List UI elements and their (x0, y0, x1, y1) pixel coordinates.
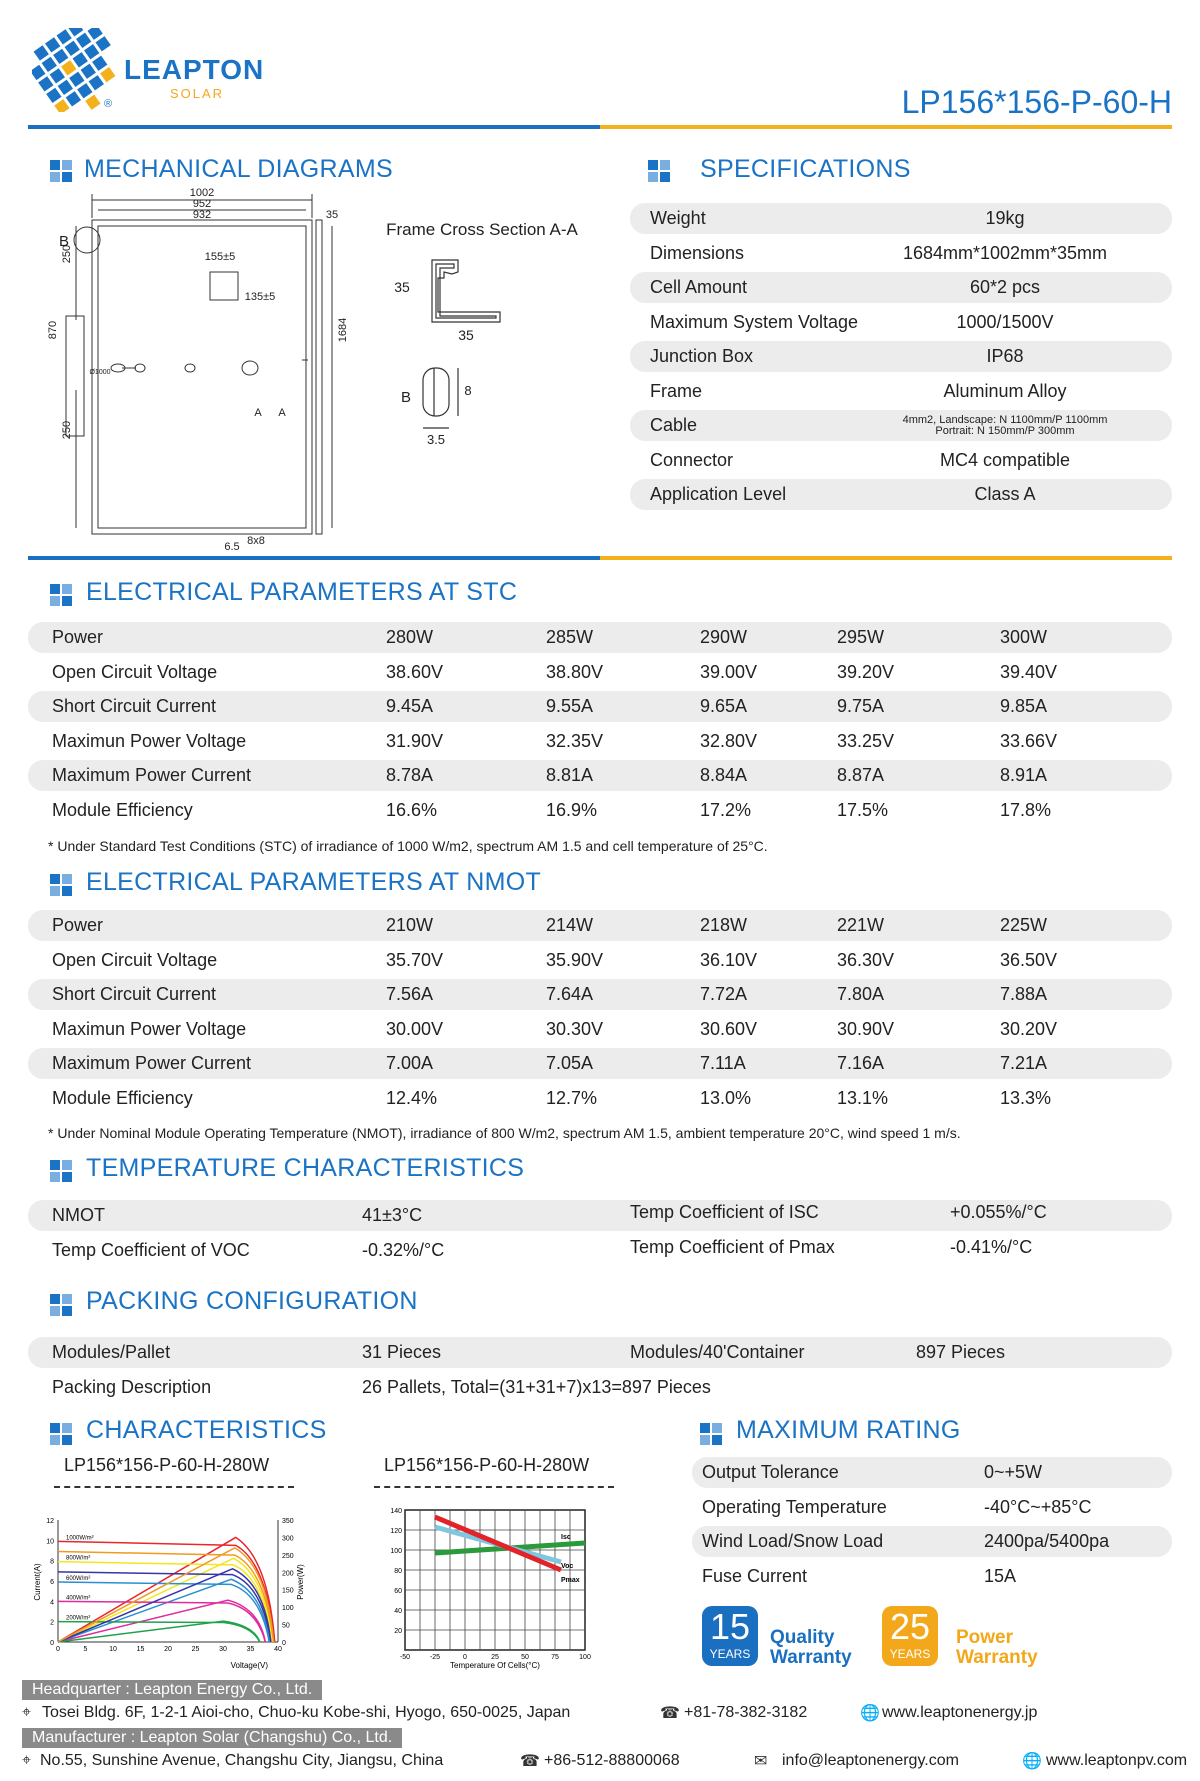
x-tick-label: 100 (579, 1654, 591, 1661)
nmot-row (28, 910, 1172, 941)
quality-label-2: Warranty (770, 1647, 852, 1668)
stc-value: 39.40V (1000, 661, 1058, 682)
x-tick-label: 40 (274, 1646, 282, 1653)
chart2-title: LP156*156-P-60-H-280W (384, 1455, 590, 1475)
stc-value: 9.65A (700, 696, 748, 716)
power-curve-series (58, 1579, 269, 1642)
power-years-number: 25 (889, 1606, 931, 1647)
y-tick-label: 2 (50, 1619, 54, 1627)
nmot-value: 12.7% (546, 1087, 598, 1108)
x-tick-label: 0 (463, 1654, 467, 1661)
nmot-value: 30.30V (546, 1018, 604, 1039)
model-title: LP156*156-P-60-H (901, 84, 1172, 120)
spec-label: Application Level (650, 484, 787, 504)
packing-pallet-value: 31 Pieces (362, 1342, 442, 1362)
nmot-value: 214W (546, 915, 594, 935)
spec-row (630, 238, 1172, 269)
max-rating-value: 2400pa/5400pa (984, 1531, 1110, 1551)
y-tick-label: 20 (394, 1628, 402, 1635)
packing-row-2 (28, 1372, 1172, 1403)
stc-value: 8.84A (700, 765, 748, 785)
nmot-title: ELECTRICAL PARAMETERS AT NMOT (86, 868, 542, 896)
packing-title: PACKING CONFIGURATION (86, 1287, 418, 1315)
max-rating-row (692, 1561, 1172, 1592)
legend-entry: 1000W/m² (66, 1535, 94, 1542)
stc-param-label: Module Efficiency (52, 799, 193, 820)
dim-135: 135±5 (244, 291, 276, 303)
dim-250-top: 250 (61, 244, 73, 264)
quality-years-number: 15 (709, 1606, 751, 1647)
max-rating-row (692, 1492, 1172, 1523)
spec-label: Junction Box (650, 346, 754, 366)
dim-250-bottom: 250 (61, 420, 73, 440)
stc-param-label: Short Circuit Current (52, 696, 217, 716)
nmot-value: 30.00V (386, 1018, 444, 1039)
stc-param-label: Open Circuit Voltage (52, 661, 218, 682)
b-dim-3-5: 3.5 (426, 432, 446, 447)
stc-value: 9.85A (1000, 696, 1048, 716)
chart1-title: LP156*156-P-60-H-280W (64, 1455, 270, 1475)
chart2-dashes (374, 1486, 614, 1488)
spec-label: Cable (650, 415, 698, 435)
nmot-value: 7.00A (386, 1053, 434, 1073)
nmot-value: 35.90V (546, 949, 604, 970)
header-divider (28, 125, 1172, 129)
nmot-value: 36.50V (1000, 949, 1058, 970)
stc-value: 17.8% (1000, 799, 1052, 820)
nmot-value: 30.90V (837, 1018, 895, 1039)
dim-hole: Ø1000 (89, 369, 111, 376)
nmot-value: 30.20V (1000, 1018, 1058, 1039)
temperature-label: NMOT (52, 1205, 105, 1225)
x-tick-label: 25 (191, 1646, 200, 1653)
hq-label: Headquarter : Leapton Energy Co., Ltd. (22, 1680, 322, 1700)
packing-container-label: Modules/40'Container (630, 1342, 805, 1362)
stc-row (28, 657, 1172, 688)
brand-sub: SOLAR (170, 86, 225, 101)
label-a2: A (278, 407, 286, 419)
stc-row (28, 795, 1172, 826)
y2-axis-label: Power(W) (296, 1564, 305, 1600)
nmot-note: * Under Nominal Module Operating Temperature (NMOT), irradiance of 800 W/m2, spectrum AM 1.5, ambient temperature 20°C, wind speed 1 m/s. (48, 1125, 961, 1141)
packing-container-value: 897 Pieces (916, 1342, 1006, 1362)
nmot-row (28, 1083, 1172, 1114)
iv-curve-chart (28, 1510, 318, 1670)
nmot-value: 221W (837, 915, 885, 935)
spec-row (630, 341, 1172, 372)
stc-value: 300W (1000, 627, 1048, 647)
mf-address: No.55, Sunshine Avenue, Changshu City, Jiangsu, China (40, 1752, 444, 1769)
y-tick-label: 100 (390, 1548, 402, 1555)
spec-label: Connector (650, 449, 734, 470)
stc-value: 8.78A (386, 765, 434, 785)
nmot-param-label: Module Efficiency (52, 1087, 193, 1108)
y2-tick-label: 150 (282, 1587, 294, 1595)
spec-value: 60*2 pcs (969, 277, 1041, 297)
frame-section-title: Frame Cross Section A-A (386, 220, 578, 239)
nmot-row (28, 979, 1172, 1010)
y-tick-label: 80 (394, 1568, 402, 1575)
spec-row (630, 479, 1172, 510)
stc-value: 32.80V (700, 730, 758, 751)
dim-1002: 1002 (189, 187, 215, 199)
temperature-chart (375, 1500, 605, 1670)
series-label: Pmax (561, 1577, 580, 1584)
frame-dim-35-v: 35 (394, 279, 410, 295)
spec-value-2: Portrait: N 150mm/P 300mm (935, 425, 1075, 437)
x-tick-label: -50 (399, 1654, 411, 1661)
b-label: B (400, 389, 412, 406)
nmot-value: 7.80A (837, 984, 885, 1004)
temperature-value: 41±3°C (362, 1205, 423, 1225)
dim-1684: 1684 (337, 317, 349, 343)
spec-row (630, 410, 1172, 441)
dim-932: 932 (192, 209, 212, 221)
temperature-label: Temp Coefficient of VOC (52, 1239, 250, 1260)
spec-row (630, 272, 1172, 303)
mf-web[interactable]: www.leaptonpv.com (1046, 1752, 1188, 1769)
stc-value: 9.55A (546, 696, 594, 716)
nmot-value: 36.10V (700, 949, 758, 970)
location-pin-icon: ⌖ (22, 1752, 32, 1769)
stc-value: 280W (386, 627, 434, 647)
x-tick-label: 50 (521, 1654, 529, 1661)
section-square-icon (50, 160, 72, 182)
section-square-icon (700, 1423, 722, 1445)
power-label-2: Warranty (956, 1647, 1038, 1668)
temperature-title: TEMPERATURE CHARACTERISTICS (86, 1154, 525, 1182)
stc-value: 39.00V (700, 661, 758, 682)
max-rating-title: MAXIMUM RATING (736, 1416, 961, 1444)
nmot-value: 7.11A (700, 1053, 746, 1073)
x-tick-label: -25 (429, 1654, 441, 1661)
stc-row (28, 622, 1172, 653)
quality-years-label: YEARS (709, 1647, 751, 1661)
legend-entry: 600W/m² (66, 1576, 91, 1583)
dim-952: 952 (192, 198, 212, 210)
registered-mark: ® (104, 98, 113, 110)
y-tick-label: 120 (390, 1528, 402, 1535)
temperature-label: Temp Coefficient of ISC (630, 1202, 819, 1222)
max-rating-value: 0~+5W (984, 1462, 1043, 1482)
dim-6-5: 6.5 (224, 541, 240, 553)
quality-warranty-badge (702, 1606, 758, 1666)
y-tick-label: 4 (50, 1599, 54, 1607)
x-tick-label: 30 (219, 1646, 227, 1653)
power-label-1: Power (956, 1627, 1014, 1648)
y2-tick-label: 200 (282, 1570, 294, 1578)
x-tick-label: 20 (164, 1646, 172, 1653)
mid-divider (28, 556, 1172, 560)
temperature-value: +0.055%/°C (950, 1202, 1047, 1222)
nmot-value: 7.56A (386, 984, 434, 1004)
stc-value: 295W (837, 627, 885, 647)
temperature-row (28, 1235, 1172, 1266)
stc-value: 38.80V (546, 661, 604, 682)
packing-pallet-label: Modules/Pallet (52, 1342, 171, 1362)
section-square-icon (50, 1160, 72, 1182)
stc-value: 33.25V (837, 730, 895, 751)
y2-tick-label: 350 (282, 1518, 294, 1525)
frame-dim-35-h: 35 (458, 327, 474, 343)
mechanical-drawing (40, 180, 600, 555)
spec-value: 1684mm*1002mm*35mm (902, 242, 1108, 263)
stc-value: 17.2% (700, 799, 752, 820)
stc-value: 290W (700, 627, 748, 647)
nmot-value: 210W (386, 915, 434, 935)
section-square-icon (50, 1294, 72, 1316)
stc-value: 8.87A (837, 765, 885, 785)
stc-title: ELECTRICAL PARAMETERS AT STC (86, 578, 518, 606)
nmot-value: 35.70V (386, 949, 444, 970)
power-warranty-badge (882, 1606, 938, 1666)
nmot-value: 7.72A (700, 984, 748, 1004)
nmot-param-label: Maximum Power Current (52, 1053, 252, 1073)
y2-tick-label: 50 (282, 1622, 290, 1630)
b-dim-8: 8 (464, 383, 472, 398)
y-tick-label: 10 (46, 1538, 54, 1546)
stc-value: 33.66V (1000, 730, 1058, 751)
spec-label: Frame (650, 380, 703, 401)
nmot-value: 225W (1000, 915, 1048, 935)
mechanical-title: MECHANICAL DIAGRAMS (84, 155, 393, 183)
spec-row (630, 376, 1172, 407)
nmot-param-label: Maximun Power Voltage (52, 1018, 247, 1039)
max-rating-value: -40°C~+85°C (984, 1496, 1092, 1517)
nmot-value: 13.3% (1000, 1087, 1052, 1108)
y2-tick-label: 250 (282, 1552, 294, 1560)
nmot-value: 7.88A (1000, 984, 1048, 1004)
power-years-label: YEARS (889, 1647, 931, 1661)
max-rating-label: Output Tolerance (702, 1462, 839, 1482)
packing-desc-label: Packing Description (52, 1377, 212, 1397)
y2-tick-label: 300 (282, 1535, 294, 1543)
spec-value: 4mm2, Landscape: N 1100mm/P 1100mm (902, 414, 1108, 426)
email-icon: ✉ (754, 1753, 768, 1770)
phone-icon: ☎ (520, 1753, 540, 1770)
y2-tick-label: 0 (282, 1640, 286, 1647)
hq-web[interactable]: www.leaptonenergy.jp (882, 1704, 1038, 1721)
nmot-value: 13.0% (700, 1087, 752, 1108)
temperature-row (28, 1200, 1172, 1231)
stc-row (28, 691, 1172, 722)
x-tick-label: 25 (491, 1654, 499, 1661)
globe-icon: 🌐 (1022, 1753, 1042, 1770)
stc-value: 16.6% (386, 799, 438, 820)
nmot-value: 7.64A (546, 984, 594, 1004)
temperature-value: -0.41%/°C (950, 1236, 1033, 1257)
stc-value: 285W (546, 627, 594, 647)
label-a1: A (254, 407, 262, 419)
nmot-param-label: Open Circuit Voltage (52, 949, 218, 970)
brand-name: LEAPTON (124, 54, 265, 85)
x-tick-label: 15 (136, 1646, 145, 1653)
stc-value: 31.90V (386, 730, 444, 751)
spec-label: Weight (650, 208, 706, 228)
max-rating-label: Wind Load/Snow Load (702, 1531, 884, 1551)
nmot-value: 13.1% (837, 1087, 889, 1108)
nmot-row (28, 945, 1172, 976)
globe-icon: 🌐 (860, 1705, 880, 1722)
spec-value: MC4 compatible (939, 449, 1071, 470)
nmot-row (28, 1048, 1172, 1079)
x-tick-label: 5 (83, 1646, 88, 1653)
x-tick-label: 35 (246, 1646, 255, 1653)
y-tick-label: 60 (394, 1588, 402, 1595)
max-rating-row (692, 1457, 1172, 1488)
mf-phone: +86-512-88800068 (544, 1752, 680, 1769)
spec-row (630, 307, 1172, 338)
nmot-value: 7.05A (546, 1053, 594, 1073)
specifications-title: SPECIFICATIONS (700, 155, 911, 183)
stc-param-label: Maximun Power Voltage (52, 730, 247, 751)
dim-35: 35 (325, 209, 339, 221)
packing-desc-value: 26 Pallets, Total=(31+31+7)x13=897 Pieces (362, 1377, 711, 1397)
legend-entry: 200W/m² (66, 1615, 91, 1622)
x-axis-label: Temperature Of Cells(°C) (450, 1661, 540, 1670)
y-tick-label: 8 (50, 1558, 54, 1566)
stc-value: 39.20V (837, 661, 895, 682)
stc-row (28, 760, 1172, 791)
spec-row (630, 203, 1172, 234)
y-tick-label: 6 (50, 1579, 54, 1586)
spec-label: Maximum System Voltage (650, 311, 859, 332)
packing-row-1 (28, 1337, 1172, 1368)
section-square-icon (50, 874, 72, 896)
temperature-label: Temp Coefficient of Pmax (630, 1236, 835, 1257)
stc-value: 32.35V (546, 730, 604, 751)
dim-870: 870 (47, 320, 59, 340)
max-rating-row (692, 1526, 1172, 1557)
dim-8x8: 8x8 (247, 535, 265, 547)
chart1-dashes (54, 1486, 294, 1488)
series-label: Isc (561, 1534, 571, 1541)
stc-value: 38.60V (386, 661, 444, 682)
dim-155: 155±5 (204, 251, 236, 263)
x-axis-label: Voltage(V) (230, 1661, 268, 1670)
nmot-value: 7.16A (837, 1053, 885, 1073)
legend-entry: 400W/m² (66, 1595, 91, 1602)
temperature-value: -0.32%/°C (362, 1239, 445, 1260)
stc-note: * Under Standard Test Conditions (STC) of irradiance of 1000 W/m2, spectrum AM 1.5 and cell temperature of 25°C. (48, 838, 768, 854)
spec-value: 1000/1500V (956, 311, 1054, 332)
nmot-value: 30.60V (700, 1018, 758, 1039)
stc-value: 8.81A (546, 765, 594, 785)
spec-value: IP68 (986, 346, 1024, 366)
y-tick-label: 0 (50, 1640, 54, 1647)
nmot-param-label: Short Circuit Current (52, 984, 217, 1004)
stc-param-label: Power (52, 627, 104, 647)
spec-label: Dimensions (650, 242, 745, 263)
stc-value: 9.75A (837, 696, 885, 716)
x-tick-label: 0 (56, 1646, 60, 1653)
location-pin-icon: ⌖ (22, 1704, 32, 1721)
stc-value: 9.45A (386, 696, 434, 716)
max-rating-label: Fuse Current (702, 1565, 808, 1586)
hq-phone: +81-78-382-3182 (684, 1704, 808, 1721)
y-axis-label: Current(A) (33, 1563, 42, 1601)
spec-row (630, 445, 1172, 476)
series-label: Voc (561, 1563, 574, 1570)
section-square-icon (50, 584, 72, 606)
spec-value: Aluminum Alloy (943, 380, 1067, 401)
stc-value: 8.91A (1000, 765, 1048, 785)
spec-label: Cell Amount (650, 277, 748, 297)
manufacturer-label: Manufacturer : Leapton Solar (Changshu) Co., Ltd. (22, 1728, 402, 1748)
y-tick-label: 40 (394, 1608, 402, 1615)
phone-icon: ☎ (660, 1705, 680, 1722)
nmot-value: 36.30V (837, 949, 895, 970)
quality-label-1: Quality (770, 1627, 835, 1648)
nmot-param-label: Power (52, 915, 104, 935)
nmot-value: 218W (700, 915, 748, 935)
max-rating-value: 15A (984, 1565, 1017, 1586)
spec-value: 19kg (985, 208, 1025, 228)
stc-param-label: Maximum Power Current (52, 765, 252, 785)
y2-tick-label: 100 (282, 1605, 294, 1613)
stc-row (28, 726, 1172, 757)
hq-address: Tosei Bldg. 6F, 1-2-1 Aioi-cho, Chuo-ku Kobe-shi, Hyogo, 650-0025, Japan (42, 1704, 571, 1721)
characteristics-title: CHARACTERISTICS (86, 1416, 327, 1444)
nmot-value: 12.4% (386, 1087, 438, 1108)
label-b: B (58, 233, 70, 250)
nmot-value: 7.21A (1000, 1053, 1048, 1073)
section-square-icon (50, 1423, 72, 1445)
legend-entry: 800W/m² (66, 1555, 91, 1562)
y-tick-label: 140 (390, 1508, 402, 1515)
stc-value: 17.5% (837, 799, 889, 820)
x-tick-label: 75 (551, 1654, 559, 1661)
x-tick-label: 10 (109, 1646, 117, 1653)
spec-value: Class A (974, 484, 1036, 504)
section-square-icon (648, 160, 670, 182)
max-rating-label: Operating Temperature (702, 1496, 887, 1517)
mf-email[interactable]: info@leaptonenergy.com (782, 1752, 959, 1769)
stc-value: 16.9% (546, 799, 598, 820)
nmot-row (28, 1014, 1172, 1045)
y-tick-label: 12 (46, 1518, 54, 1525)
